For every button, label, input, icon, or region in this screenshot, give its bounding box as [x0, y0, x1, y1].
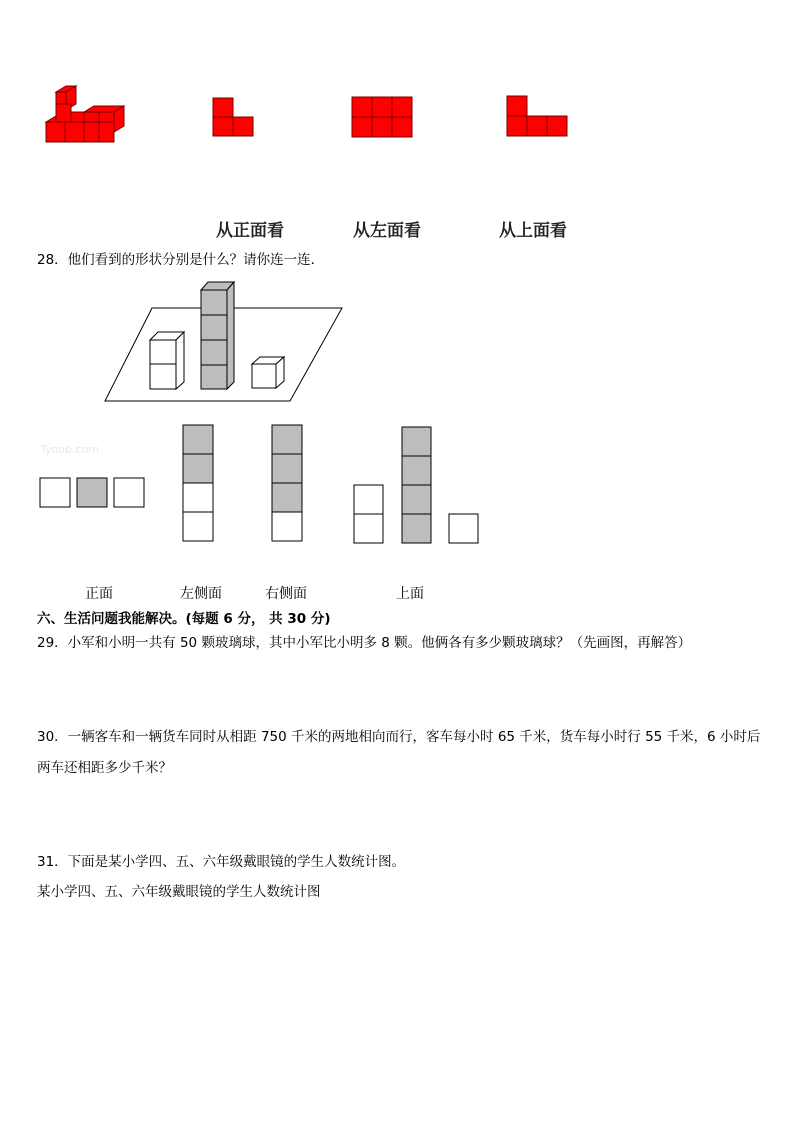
question-30-line-2: 两车还相距多少千米？: [37, 760, 172, 776]
view-option-column-a: [183, 425, 215, 545]
question-30-line-1: 30．一辆客车和一辆货车同时从相距 750 千米的两地相向而行，客车每小时 65 千米，货车每小时行 55 千米，6 小时后: [37, 729, 761, 745]
label-left-side: 左侧面: [180, 586, 222, 602]
label-right-side: 右侧面: [265, 586, 307, 602]
question-31-chart-title: 某小学四、五、六年级戴眼镜的学生人数统计图: [37, 884, 321, 900]
label-front-view: 从正面看: [216, 221, 284, 241]
view-option-row: [40, 478, 146, 510]
view-option-column-b: [272, 425, 304, 545]
cube-arrangement-figure: [100, 278, 350, 408]
label-front: 正面: [85, 586, 113, 602]
red-cube-solid-figure: [44, 84, 128, 146]
question-31-text: 31．下面是某小学四、五、六年级戴眼镜的学生人数统计图。: [37, 854, 406, 870]
question-28-text: 28．他们看到的形状分别是什么？请你连一连．: [37, 252, 325, 268]
label-top: 上面: [396, 586, 424, 602]
watermark-text: Tyoob.com: [40, 443, 99, 456]
question-29-text: 29．小军和小明一共有 50 颗玻璃球，其中小军比小明多 8 颗。他俩各有多少颗玻璃球？（先画图，再解答）: [37, 635, 692, 651]
label-top-view: 从上面看: [499, 221, 567, 241]
label-left-view: 从左面看: [353, 221, 421, 241]
red-view-top: [507, 96, 569, 138]
section-6-title: 六、生活问题我能解决。(每题 6 分， 共 30 分): [37, 611, 331, 627]
red-view-left: [352, 97, 414, 139]
red-view-front: [213, 98, 255, 138]
view-option-group: [354, 427, 482, 547]
